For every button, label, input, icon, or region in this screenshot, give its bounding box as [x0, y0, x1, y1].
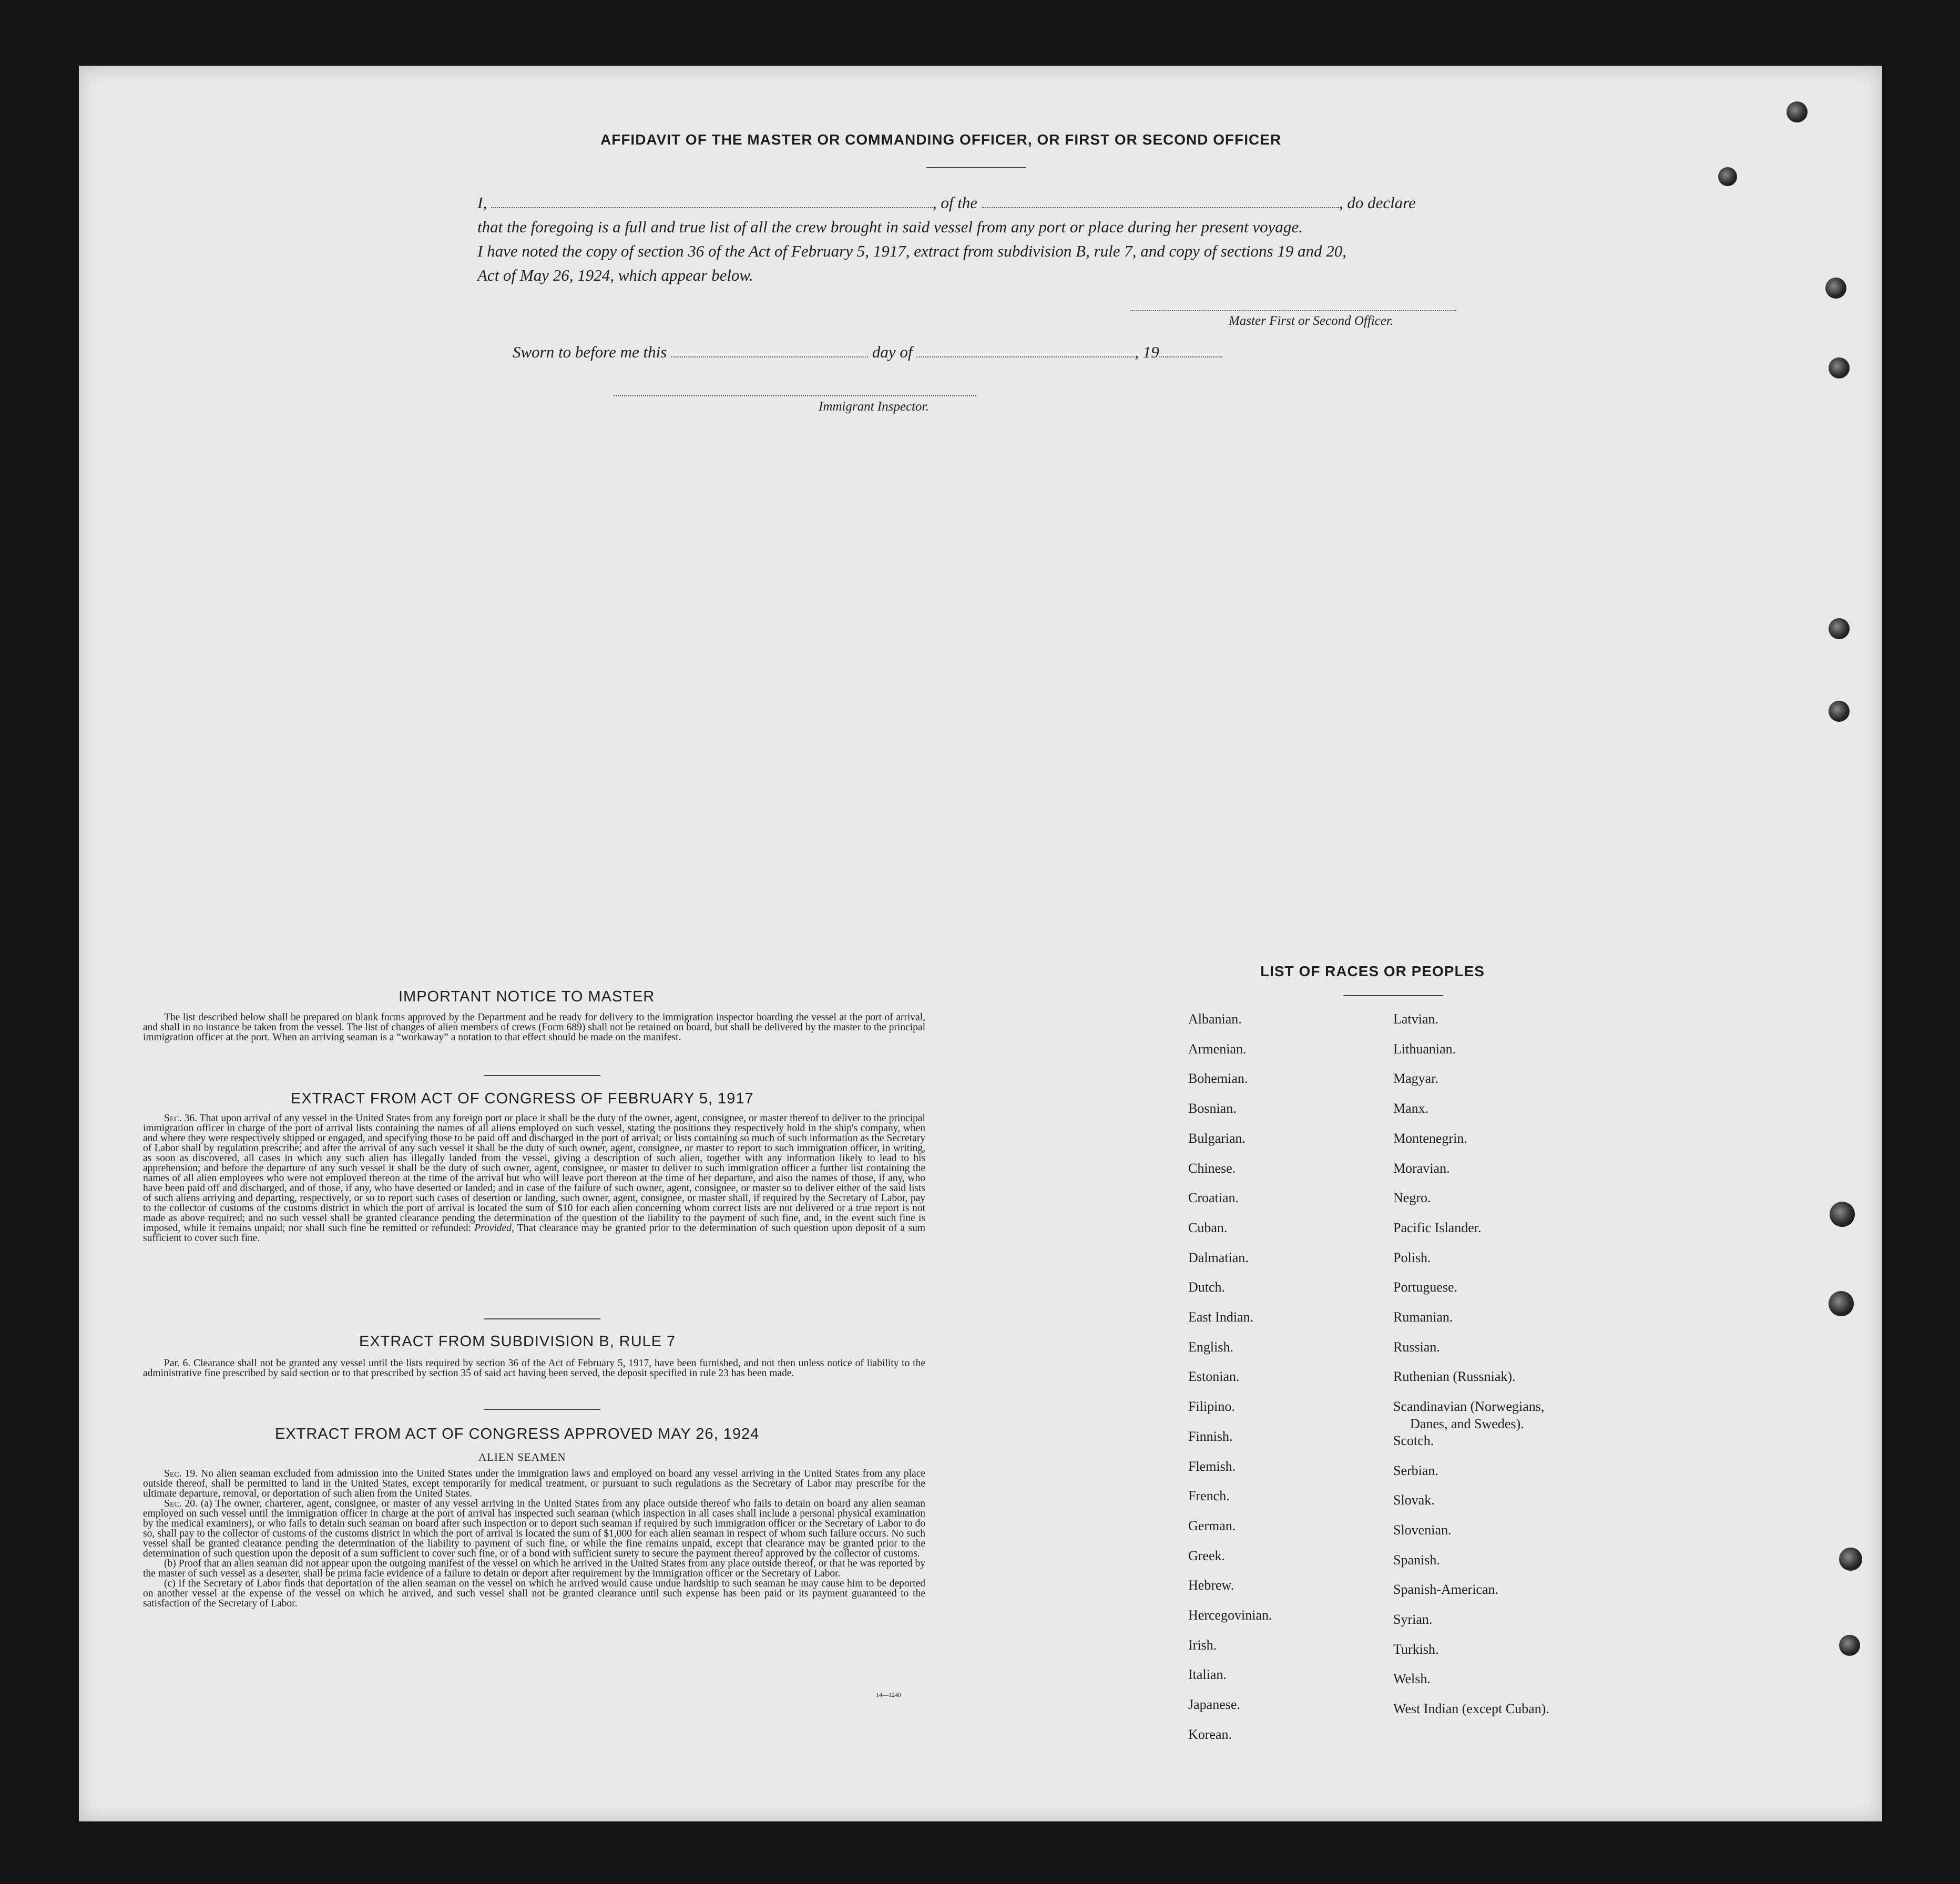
section-36-text-end: That clearance may be granted prior to the determination of such question upon deposit of a sum sufficient to cover such fine. — [143, 1223, 925, 1244]
punch-hole — [1829, 1291, 1854, 1316]
master-signature-line[interactable] — [1130, 310, 1456, 311]
race-item: Scandinavian (Norwegians, — [1393, 1399, 1545, 1415]
notice-title: IMPORTANT NOTICE TO MASTER — [399, 988, 655, 1005]
punch-hole — [1830, 1202, 1855, 1227]
race-item: Syrian. — [1393, 1612, 1433, 1627]
race-item: Scotch. — [1393, 1432, 1434, 1448]
section-20a-text: (a) The owner, charterer, agent, consignee, or master of any vessel arriving in the United States from any place outside thereof who fails to detain on board any alien seaman employed on such vessel until the immigration officer in charge at the port of arrival has inspected such seaman (which inspection in all cases shall include a personal physical examination by the medical examiners), or who fails to detain such seaman on board after such inspection or to deport such seaman if required by such immigration officer or the Secretary of Labor to do so, shall pay to the collector of customs of the customs district in which the port of arrival is located the sum of $1,000 for each alien seaman in respect of whom such failure occurs. No such vessel shall be granted clearance pending the determination of the liability to payment of such fine, or while the fine remains unpaid, except that clearance may be granted prior to the determination of such question upon the deposit of a sum sufficient to cover such fine, or of a bond with sufficient surety to secure the payment thereof approved by the collector of customs. — [143, 1498, 925, 1559]
extract-1924-title: EXTRACT FROM ACT OF CONGRESS APPROVED MAY 26, 1924 — [275, 1426, 760, 1442]
form-number: 14—1240 — [876, 1691, 901, 1698]
subdivision-b-paragraph: Par. 6. Clearance shall not be granted any vessel until the lists required by section 36 of the Act of February 5, 1917, have been furnished, and not then unless notice of liability to the administrative fine prescribed by said section or to that prescribed by section 35 of said act having been served, the deposit specified in rule 23 has been made. — [143, 1358, 925, 1379]
race-item: Ruthenian (Russniak). — [1393, 1369, 1516, 1385]
race-item: Estonian. — [1188, 1369, 1240, 1385]
race-item: West Indian (except Cuban). — [1393, 1701, 1549, 1717]
affidavit-i: I, — [477, 193, 487, 212]
sworn-text: Sworn to before me this — [513, 343, 667, 361]
name-blank[interactable] — [491, 196, 933, 208]
master-label: Master First or Second Officer. — [1229, 314, 1394, 328]
punch-hole — [1787, 101, 1808, 122]
alien-seamen-subtitle: ALIEN SEAMEN — [478, 1451, 566, 1463]
day-of-text: day of — [872, 343, 913, 361]
affidavit-line-1 — [477, 193, 1416, 212]
extract-1924-text — [143, 1469, 925, 1609]
race-item: Portuguese. — [1393, 1279, 1458, 1295]
punch-hole — [1829, 618, 1850, 639]
section-19-label: Sec. 19. — [164, 1468, 198, 1479]
race-item: Italian. — [1188, 1667, 1227, 1683]
race-item: Greek. — [1188, 1548, 1226, 1563]
race-item: Pacific Islander. — [1393, 1220, 1482, 1235]
race-item: German. — [1188, 1518, 1236, 1533]
month-blank[interactable] — [916, 345, 1135, 357]
race-item: Latvian. — [1393, 1011, 1438, 1027]
race-item: Serbian. — [1393, 1462, 1438, 1478]
race-item: Bohemian. — [1188, 1071, 1248, 1087]
race-item: Finnish. — [1188, 1428, 1233, 1444]
race-item: Korean. — [1188, 1726, 1232, 1742]
race-item: Montenegrin. — [1393, 1130, 1467, 1146]
section-20-label: Sec. 20. — [164, 1498, 198, 1509]
punch-hole — [1839, 1635, 1860, 1656]
punch-hole — [1829, 701, 1850, 722]
race-item: Dalmatian. — [1188, 1250, 1249, 1265]
race-item: Flemish. — [1188, 1458, 1236, 1474]
race-item: Welsh. — [1393, 1671, 1431, 1687]
title-divider — [926, 167, 1026, 168]
race-item: Dutch. — [1188, 1279, 1226, 1295]
notice-text — [143, 1012, 925, 1042]
subdivision-b-text — [143, 1358, 925, 1378]
race-item: French. — [1188, 1488, 1230, 1504]
vessel-blank[interactable] — [982, 196, 1339, 208]
race-item: Armenian. — [1188, 1041, 1247, 1057]
subdivision-b-title: EXTRACT FROM SUBDIVISION B, RULE 7 — [359, 1333, 676, 1350]
race-item: Japanese. — [1188, 1697, 1240, 1713]
notice-paragraph: The list described below shall be prepared on blank forms approved by the Department and be ready for delivery to the immigration inspector boarding the vessel at the port of arrival, and shall in no instance be taken from the vessel. The list of changes of alien members of crews (Form 689) shall not be retained on board, but shall be delivered by the master to the principal immigration officer at the port. When an arriving seaman is a “workaway” a notation to that effect should be made on the manifest. — [143, 1012, 925, 1043]
race-item: Russian. — [1393, 1339, 1440, 1355]
inspector-label: Immigrant Inspector. — [819, 400, 929, 414]
race-item: Danes, and Swedes). — [1410, 1416, 1524, 1432]
affidavit-title: AFFIDAVIT OF THE MASTER OR COMMANDING OFFICER, OR FIRST OR SECOND OFFICER — [600, 131, 1282, 148]
race-item: Negro. — [1393, 1190, 1431, 1206]
race-item: Hercegovinian. — [1188, 1607, 1272, 1623]
race-item: Bulgarian. — [1188, 1130, 1246, 1146]
affidavit-of-the: , of the — [932, 193, 978, 212]
affidavit-line-3: I have noted the copy of section 36 of the Act of February 5, 1917, extract from subdivision B, rule 7, and copy of sections 19 and 20, — [477, 242, 1347, 260]
affidavit-line-2: that the foregoing is a full and true list of all the crew brought in said vessel from any port or place during her present voyage. — [477, 218, 1303, 236]
race-item: Bosnian. — [1188, 1101, 1237, 1117]
race-item: Magyar. — [1393, 1071, 1438, 1087]
race-item: Spanish. — [1393, 1552, 1440, 1568]
race-item: Albanian. — [1188, 1011, 1242, 1027]
race-item: Irish. — [1188, 1637, 1217, 1653]
race-item: Polish. — [1393, 1250, 1431, 1265]
section-divider — [484, 1075, 600, 1076]
section-20c-paragraph: (c) If the Secretary of Labor finds that deportation of the alien seaman on the vessel on which he arrived would cause undue hardship to such seaman he may cause him to be deported on another vessel at the expense of the vessel on which he arrived, and such vessel shall not be granted clearance until such expense has been paid or its payment guaranteed to the satisfaction of the Secretary of Labor. — [143, 1578, 925, 1609]
race-item: Slovak. — [1393, 1492, 1435, 1508]
extract-1917-text — [143, 1113, 925, 1243]
races-divider — [1343, 995, 1443, 996]
inspector-signature-line[interactable] — [614, 395, 976, 396]
race-item: Hebrew. — [1188, 1578, 1234, 1593]
race-item: Turkish. — [1393, 1641, 1439, 1657]
race-item: Rumanian. — [1393, 1309, 1453, 1325]
affidavit-do-declare: , do declare — [1339, 193, 1416, 212]
year-prefix: , 19 — [1135, 343, 1159, 361]
affidavit-line-4: Act of May 26, 1924, which appear below. — [477, 266, 753, 284]
race-item: Filipino. — [1188, 1399, 1235, 1415]
race-item: Cuban. — [1188, 1220, 1228, 1235]
day-blank[interactable] — [671, 345, 868, 357]
race-item: East Indian. — [1188, 1309, 1254, 1325]
race-item: Moravian. — [1393, 1160, 1450, 1176]
races-title: LIST OF RACES OR PEOPLES — [1260, 963, 1485, 979]
section-20a-paragraph — [143, 1499, 925, 1559]
sworn-line — [513, 343, 1222, 362]
race-item: English. — [1188, 1339, 1233, 1355]
punch-hole — [1829, 357, 1850, 378]
section-36-paragraph — [143, 1113, 925, 1243]
section-divider — [484, 1409, 600, 1410]
extract-1917-title: EXTRACT FROM ACT OF CONGRESS OF FEBRUARY 5, 1917 — [291, 1090, 754, 1107]
race-item: Spanish-American. — [1393, 1582, 1499, 1598]
punch-hole — [1839, 1548, 1862, 1571]
race-item: Chinese. — [1188, 1160, 1236, 1176]
section-20b-paragraph: (b) Proof that an alien seaman did not appear upon the outgoing manifest of the vessel on which he arrived in the United States from any place outside thereof, or that he was reported by the master of such vessel as a deserter, shall be prima facie evidence of a failure to detain or deport after requirement by the immigration officer or the Secretary of Labor. — [143, 1558, 925, 1579]
section-19-text: No alien seaman excluded from admission into the United States under the immigration laws and employed on board any vessel arriving in the United States from any place outside thereof, shall be permitted to land in the United States, except temporarily for medical treatment, or pursuant to such regulations as the Secretary of Labor may prescribe for the ultimate departure, removal, or deportation of such alien from the United States. — [143, 1468, 926, 1499]
race-item: Croatian. — [1188, 1190, 1239, 1206]
punch-hole — [1825, 278, 1846, 299]
punch-hole — [1718, 167, 1737, 186]
section-19-paragraph — [143, 1469, 925, 1499]
section-36-label: Sec. 36. — [164, 1113, 197, 1124]
race-item: Lithuanian. — [1393, 1041, 1456, 1057]
section-divider — [484, 1318, 600, 1319]
race-item: Manx. — [1393, 1101, 1429, 1117]
provided-word: Provided, — [474, 1223, 514, 1234]
section-36-text: That upon arrival of any vessel in the United States from any foreign port or place it shall be the duty of the owner, agent, consignee, or master thereof to deliver to the principal immigration officer in charge of the port of arrival lists containing the names of all aliens employed on such vessel, stating the positions they respectively hold in the ship's company, when and where they were respectively shipped or engaged, and specifying those to be paid off and discharged in the port of arrival; or lists containing so much of such information as the Secretary of Labor shall by regulation prescribe; and after the arrival of any such vessel it shall be the duty of such owner, agent, consignee, or master to report to such immigration officer, in writing, as soon as discovered, all cases in which any such alien has illegally landed from the vessel, giving a description of such alien, together with any information likely to lead to his apprehension; and before the departure of any such vessel it shall be the duty of such owner, agent, consignee, or master to deliver to such immigration officer a further list containing the names of all alien employees who were not employed thereon at the time of the arrival but who will leave port thereon at the time of her departure, and also the names of those, if any, who have been paid off and discharged, and of those, if any, who have deserted or landed; and in case of the failure of such owner, agent, consignee, or master so to deliver either of the said lists of such aliens arriving and departing, respectively, or so to report such cases of desertion or landing, such owner, agent, consignee, or master shall, if required by the Secretary of Labor, pay to the collector of customs of the customs district in which the port of arrival is located the sum of $10 for each alien concerning whom correct lists are not delivered or a true report is not made as above required; and no such vessel shall be granted clearance pending the determination of the question of the liability to the payment of such fine, and, in the event such fine is imposed, while it remains unpaid; nor shall such fine be remitted or refunded: — [143, 1113, 925, 1234]
year-blank[interactable] — [1159, 345, 1222, 357]
race-item: Slovenian. — [1393, 1522, 1452, 1538]
